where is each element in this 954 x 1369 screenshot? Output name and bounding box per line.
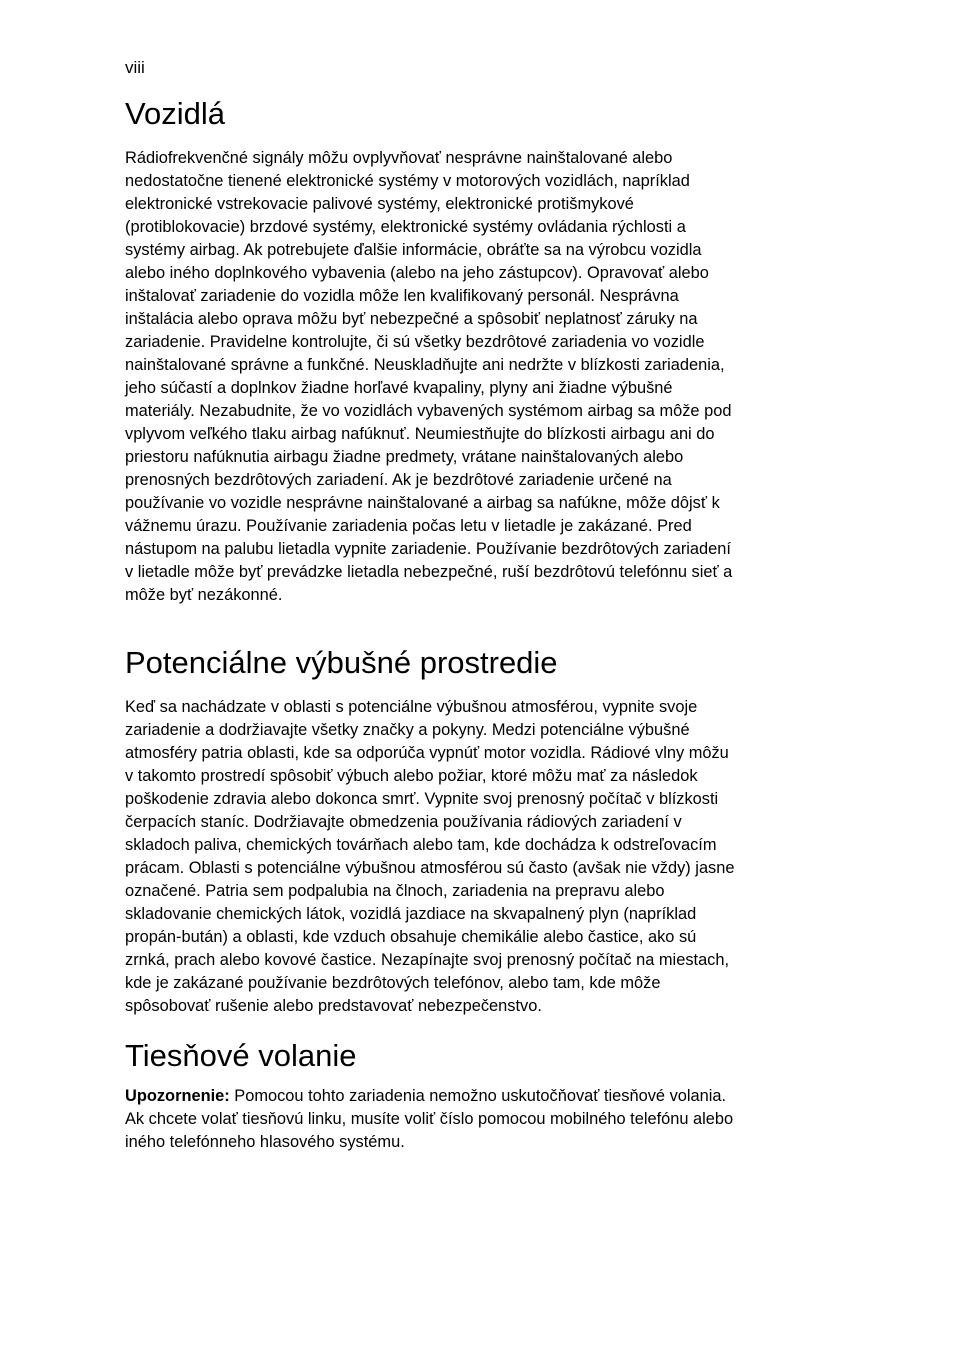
text-line: skladoch paliva, chemických továrňach alebo tam, kde dochádza k odstreľovacím: [125, 836, 717, 854]
text-line: inštalácia alebo oprava môžu byť nebezpečné a spôsobiť neplatnosť záruky na: [125, 310, 698, 328]
text-line: jeho súčastí a doplnkov žiadne horľavé kvapaliny, plyny ani žiadne výbušné: [125, 379, 673, 397]
text-line: propán-bután) a oblasti, kde vzduch obsahuje chemikálie alebo častice, ako sú: [125, 928, 697, 946]
text-line: atmosféry patria oblasti, kde sa odporúča vypnúť motor vozidla. Rádiové vlny môžu: [125, 744, 729, 762]
heading-vozidla: Vozidlá: [125, 96, 225, 131]
text-line: inštalovať zariadenie do vozidla môže len kvalifikovaný personál. Nesprávna: [125, 287, 679, 305]
text-line: vplyvom veľkého tlaku airbag nafúknuť. Neumiestňujte do blízkosti airbagu ani do: [125, 425, 715, 443]
text-line: materiály. Nezabudnite, že vo vozidlách vybavených systémom airbag sa môže pod: [125, 402, 732, 420]
text-line: môže byť nezákonné.: [125, 586, 283, 604]
text-line: Ak chcete volať tiesňovú linku, musíte voliť číslo pomocou mobilného telefónu alebo: [125, 1110, 734, 1128]
text-line: poškodenie zdravia alebo dokonca smrť. Vypnite svoj prenosný počítač v blízkosti: [125, 790, 719, 808]
text-line: označené. Patria sem podpalubia na člnoch, zariadenia na prepravu alebo: [125, 882, 665, 900]
text-line: v takomto prostredí spôsobiť výbuch alebo požiar, ktoré môžu mať za následok: [125, 767, 698, 785]
text-line: skladovanie chemických látok, vozidlá jazdiace na skvapalnený plyn (napríklad: [125, 905, 697, 923]
text-line: (protiblokovacie) brzdové systémy, elektronické systémy ovládania rýchlosti a: [125, 218, 686, 236]
text-line: používanie vo vozidle nesprávne nainštalované a airbag sa nafúkne, môže dôjsť k: [125, 494, 720, 512]
text-line: nástupom na palubu lietadla vypnite zariadenie. Používanie bezdrôtových zariadení: [125, 540, 731, 558]
text-line: [125, 1085, 733, 1108]
heading-vybusne-prostredie: Potenciálne výbušné prostredie: [125, 645, 558, 680]
paragraph-tiesnove-volanie: [125, 1085, 733, 1154]
text-line: nedostatočne tienené elektronické systémy v motorových vozidlách, napríklad: [125, 172, 690, 190]
text-line: nainštalované správne a funkčné. Neuskladňujte ani nedržte v blízkosti zariadenia,: [125, 356, 725, 374]
page-number: viii: [125, 58, 145, 77]
text-line: priestoru nafúknutia airbagu žiadne predmety, vrátane nainštalovaných alebo: [125, 448, 684, 466]
text-line: prácam. Oblasti s potenciálne výbušnou atmosférou sú často (avšak nie vždy) jasne: [125, 859, 735, 877]
text-line: spôsobovať rušenie alebo predstavovať nebezpečenstvo.: [125, 997, 542, 1015]
text-line: elektronické vstrekovacie palivové systémy, elektronické protišmykové: [125, 195, 634, 213]
text-line: vážnemu úrazu. Používanie zariadenia počas letu v lietadle je zakázané. Pred: [125, 517, 692, 535]
note-text: Pomocou tohto zariadenia nemožno uskutočňovať tiesňové volania.: [229, 1087, 727, 1105]
heading-tiesnove-volanie: Tiesňové volanie: [125, 1038, 357, 1073]
text-line: zrnká, prach alebo kovové častice. Nezapínajte svoj prenosný počítač na miestach,: [125, 951, 730, 969]
text-line: čerpacích staníc. Dodržiavajte obmedzenia používania rádiových zariadení v: [125, 813, 682, 831]
paragraph-vybusne-prostredie: [125, 696, 735, 1018]
text-line: systémy airbag. Ak potrebujete ďalšie informácie, obráťte sa na výrobcu vozidla: [125, 241, 702, 259]
paragraph-vozidla: [125, 147, 732, 607]
text-line: alebo iného doplnkového vybavenia (alebo na jeho zástupcov). Opravovať alebo: [125, 264, 709, 282]
text-line: kde je zakázané používanie bezdrôtových telefónov, alebo tam, kde môže: [125, 974, 661, 992]
text-line: prenosných bezdrôtových zariadení. Ak je bezdrôtové zariadenie určené na: [125, 471, 672, 489]
note-label: Upozornenie:: [125, 1087, 230, 1105]
text-line: zariadenie a dodržiavajte všetky značky a pokyny. Medzi potenciálne výbušné: [125, 721, 690, 739]
text-line: iného telefónneho hlasového systému.: [125, 1133, 405, 1151]
text-line: v lietadle môže byť prevádzke lietadla nebezpečné, ruší bezdrôtovú telefónnu sieť a: [125, 563, 733, 581]
text-line: zariadenie. Pravidelne kontrolujte, či sú všetky bezdrôtové zariadenia vo vozidle: [125, 333, 705, 351]
text-line: Rádiofrekvenčné signály môžu ovplyvňovať nesprávne nainštalované alebo: [125, 149, 673, 167]
text-line: Keď sa nachádzate v oblasti s potenciálne výbušnou atmosférou, vypnite svoje: [125, 698, 698, 716]
